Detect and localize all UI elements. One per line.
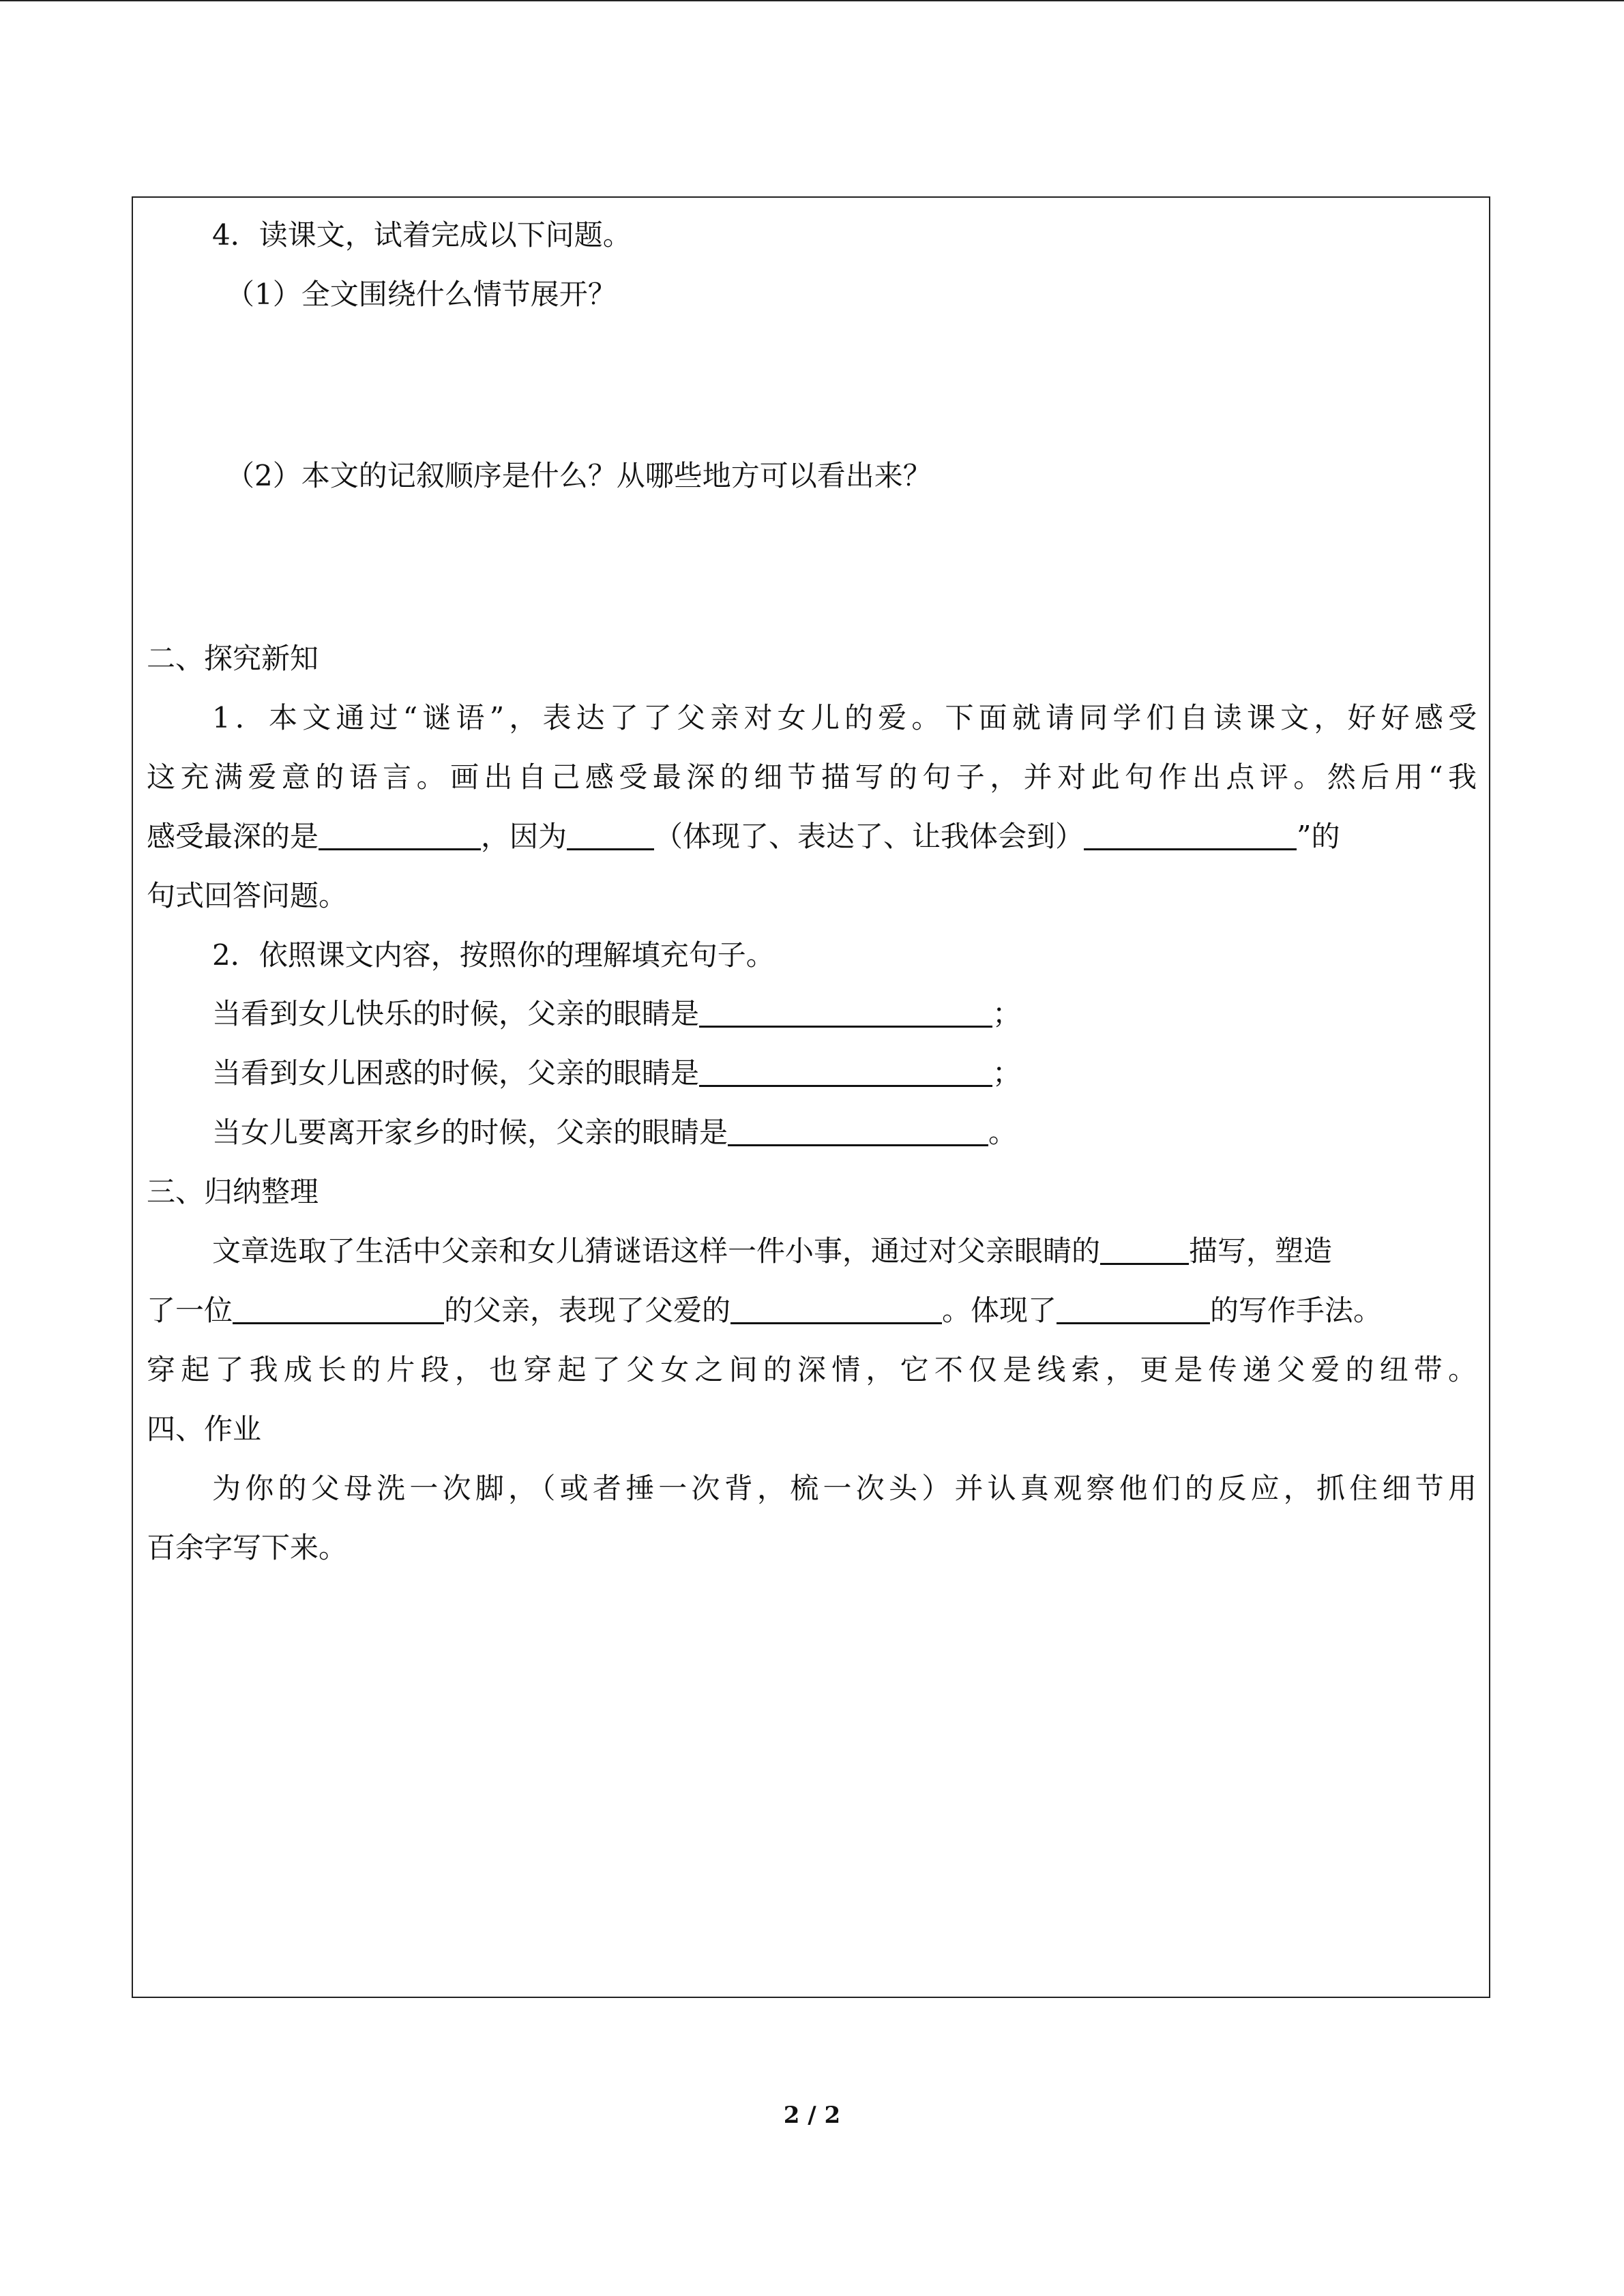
text-segment: 了一位 [147,1294,233,1327]
answer-blank[interactable] [730,1291,942,1324]
text-segment: 当女儿要离开家乡的时候，父亲的眼睛是 [212,1116,728,1149]
text-segment: （体现了、表达了、让我体会到） [654,820,1084,853]
question-4-1: （1）全文围绕什么情节展开？ [226,278,617,311]
answer-blank[interactable] [233,1291,444,1324]
section-heading-explore: 二、探究新知 [147,642,319,675]
text-segment: 感受最深的是 [147,820,319,853]
answer-blank[interactable] [699,994,992,1028]
page-number: 2 / 2 [783,2102,841,2129]
top-border-line [0,0,1624,1]
answer-blank[interactable] [567,817,654,850]
answer-blank[interactable] [1057,1291,1210,1324]
summary-line3: 穿起了我成长的片段，也穿起了父女之间的深情，它不仅是线索，更是传递父爱的纽带。 [147,1353,1477,1386]
text-segment: 的父亲，表现了父爱的 [444,1294,731,1327]
text-segment: ； [992,1056,1022,1090]
text-segment: ”的 [1297,820,1340,853]
question-4-2: （2）本文的记叙顺序是什么？从哪些地方可以看出来？ [226,459,932,492]
explore-p1-line2: 这充满爱意的语言。画出自己感受最深的细节描写的句子，并对此句作出点评。然后用“我 [147,760,1477,794]
explore-p2: 2．依照课文内容，按照你的理解填充句子。 [212,938,775,972]
text-segment: 当看到女儿快乐的时候，父亲的眼睛是 [212,997,700,1030]
fill-sentence-confused [147,1053,1477,1094]
answer-blank[interactable] [1084,817,1297,850]
text-segment: ，因为 [481,820,567,853]
fill-sentence-leaving [147,1112,1477,1153]
answer-blank[interactable] [699,1054,992,1087]
question-4: 4．读课文，试着完成以下问题。 [212,218,632,252]
summary-line2 [147,1290,1477,1331]
answer-blank[interactable] [319,817,481,850]
section-heading-homework: 四、作业 [147,1412,262,1446]
text-segment: 。 [988,1116,1018,1149]
homework-line1: 为你的父母洗一次脚，（或者捶一次背，梳一次头）并认真观察他们的反应，抓住细节用 [212,1472,1477,1505]
answer-blank[interactable] [728,1113,988,1146]
text-segment: 的写作手法。 [1210,1294,1383,1327]
text-segment: ； [992,997,1022,1030]
answer-blank[interactable] [1100,1232,1189,1265]
explore-p1-line3 [147,816,1477,857]
text-segment: 描写，塑造 [1189,1234,1333,1268]
text-segment: 。体现了 [942,1294,1057,1327]
homework-line2: 百余字写下来。 [147,1531,348,1564]
text-segment: 文章选取了生活中父亲和女儿猜谜语这样一件小事，通过对父亲眼睛的 [212,1234,1101,1268]
summary-line1 [147,1231,1477,1272]
fill-sentence-happy [147,994,1477,1034]
explore-p1-line1: 1．本文通过“谜语”，表达了了父亲对女儿的爱。下面就请同学们自读课文，好好感受 [212,701,1477,734]
worksheet-frame [132,196,1490,1998]
explore-p1-line4: 句式回答问题。 [147,879,348,912]
text-segment: 当看到女儿困惑的时候，父亲的眼睛是 [212,1056,700,1090]
section-heading-summary: 三、归纳整理 [147,1175,319,1208]
